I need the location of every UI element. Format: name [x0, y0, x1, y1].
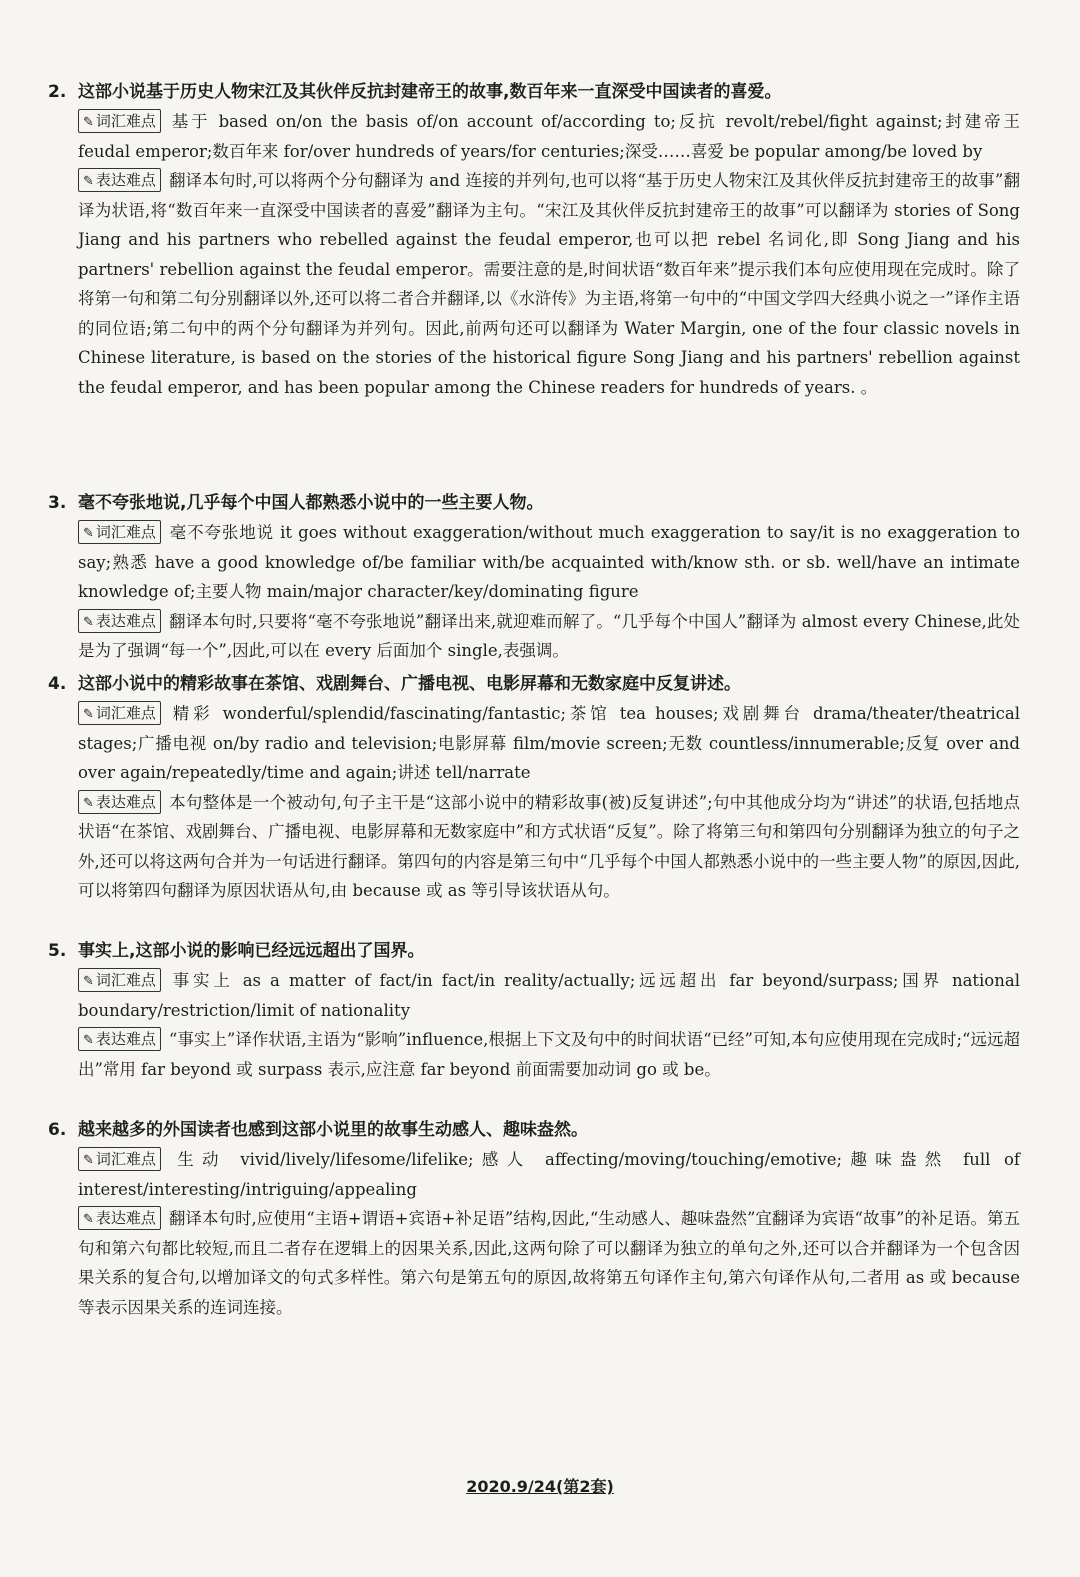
item-3	[48, 489, 1020, 666]
expression-tag-label: 表达难点	[95, 1209, 156, 1227]
footer-text: 2020.9/24(第2套)	[466, 1477, 614, 1496]
expression-tag	[78, 790, 161, 814]
vocab-tag-label: 词汇难点	[95, 523, 156, 541]
vocab-tag	[78, 1147, 161, 1171]
item-6	[48, 1116, 1020, 1322]
pencil-icon: ✎	[83, 1153, 94, 1168]
vocab-tag-label: 词汇难点	[95, 704, 156, 722]
page-footer	[0, 1474, 1080, 1497]
item-heading: 毫不夸张地说,几乎每个中国人都熟悉小说中的一些主要人物。	[78, 493, 544, 513]
vocab-paragraph	[78, 966, 1020, 1025]
expression-tag-label: 表达难点	[95, 792, 156, 811]
vocab-tag	[78, 109, 161, 133]
item-heading: 这部小说基于历史人物宋江及其伙伴反抗封建帝王的故事,数百年来一直深受中国读者的喜爱。	[78, 82, 782, 102]
item-5	[48, 937, 1020, 1084]
pencil-icon: ✎	[83, 1212, 94, 1227]
vocab-paragraph	[78, 107, 1020, 166]
vocab-paragraph	[78, 1145, 1020, 1204]
expression-paragraph	[78, 1025, 1020, 1084]
item-number: 6.	[48, 1120, 67, 1140]
expression-tag	[78, 1206, 161, 1230]
item-heading: 这部小说中的精彩故事在茶馆、戏剧舞台、广播电视、电影屏幕和无数家庭中反复讲述。	[78, 674, 741, 694]
expression-tag	[78, 168, 161, 192]
expression-paragraph	[78, 166, 1020, 402]
vocab-text: 精彩 wonderful/splendid/fascinating/fantastic;茶馆 tea houses;戏剧舞台 drama/theater/theatrical stages;广播电视 on/by radio and television;电影屏幕 film/movie screen;无数 countless/innumerable;反复 over and over again/repeatedly/time and again;讲述 tell/narrate	[78, 704, 1020, 782]
expression-text: 翻译本句时,应使用“主语+谓语+宾语+补足语”结构,因此,“生动感人、趣味盎然”宜翻译为宾语“故事”的补足语。第五句和第六句都比较短,而且二者存在逻辑上的因果关系,因此,这两句除了可以翻译为独立的单句之外,还可以合并翻译为一个包含因果关系的复合句,以增加译文的句式多样性。第六句是第五句的原因,故将第五句译作主句,第六句译作从句,二者用 as 或 because 等表示因果关系的连词连接。	[78, 1209, 1020, 1317]
pencil-icon: ✎	[83, 974, 94, 989]
item-number: 2.	[48, 82, 67, 102]
pencil-icon: ✎	[83, 614, 94, 630]
expression-paragraph	[78, 1204, 1020, 1322]
pencil-icon: ✎	[83, 795, 94, 811]
pencil-icon: ✎	[83, 115, 94, 130]
expression-tag-label: 表达难点	[95, 1030, 156, 1048]
vocab-text: 事实上 as a matter of fact/in fact/in reality/actually;远远超出 far beyond/surpass;国界 national boundary/restriction/limit of nationality	[78, 971, 1020, 1020]
vocab-text: 生动 vivid/lively/lifesome/lifelike;感人 affecting/moving/touching/emotive;趣味盎然 full of interest/interesting/intriguing/appealing	[78, 1150, 1020, 1199]
vocab-tag-label: 词汇难点	[95, 971, 156, 989]
expression-paragraph	[78, 788, 1020, 906]
expression-tag-label: 表达难点	[95, 171, 156, 189]
pencil-icon: ✎	[83, 1033, 94, 1048]
vocab-paragraph	[78, 518, 1020, 607]
vocab-tag-label: 词汇难点	[95, 112, 156, 130]
expression-text: 翻译本句时,只要将“毫不夸张地说”翻译出来,就迎难而解了。“几乎每个中国人”翻译为 almost every Chinese,此处是为了强调“每一个”,因此,可以在 every 后面加个 single,表强调。	[78, 611, 1020, 660]
vocab-tag	[78, 968, 161, 992]
vocab-tag	[78, 701, 161, 725]
item-number: 4.	[48, 674, 67, 694]
item-number: 5.	[48, 941, 67, 961]
expression-text: 本句整体是一个被动句,句子主干是“这部小说中的精彩故事(被)反复讲述”;句中其他成分均为“讲述”的状语,包括地点状语“在茶馆、戏剧舞台、广播电视、电影屏幕和无数家庭中”和方式状语“反复”。除了将第三句和第四句分别翻译为独立的句子之外,还可以将这两句合并为一句话进行翻译。第四句的内容是第三句中“几乎每个中国人都熟悉小说中的一些主要人物”的原因,因此,可以将第四句翻译为原因状语从句,由 because 或 as 等引导该状语从句。	[78, 792, 1020, 900]
expression-paragraph	[78, 607, 1020, 666]
vocab-paragraph	[78, 699, 1020, 788]
expression-tag-label: 表达难点	[95, 611, 156, 630]
expression-text: 翻译本句时,可以将两个分句翻译为 and 连接的并列句,也可以将“基于历史人物宋江及其伙伴反抗封建帝王的故事”翻译为状语,将“数百年来一直深受中国读者的喜爱”翻译为主句。“宋江及其伙伴反抗封建帝王的故事”可以翻译为 stories of Song Jiang and his partners who rebelled against the feudal emperor,也可以把 rebel 名词化,即 Song Jiang and his partners' rebellion against the feudal emperor。需要注意的是,时间状语“数百年来”提示我们本句应使用现在完成时。除了将第一句和第二句分别翻译以外,还可以将二者合并翻译,以《水浒传》为主语,将第一句中的“中国文学四大经典小说之一”译作主语的同位语;第二句中的两个分句翻译为并列句。因此,前两句还可以翻译为 Water Margin, one of the four classic novels in Chinese literature, is based on the stories of the historical figure Song Jiang and his partners' rebellion against the feudal emperor, and has been popular among the Chinese readers for hundreds of years. 。	[78, 171, 1020, 397]
expression-tag	[78, 609, 161, 633]
item-number: 3.	[48, 493, 67, 513]
expression-tag	[78, 1027, 161, 1051]
item-4	[48, 670, 1020, 906]
pencil-icon: ✎	[83, 174, 94, 189]
vocab-text: 毫不夸张地说 it goes without exaggeration/without much exaggeration to say/it is no exaggeration to say;熟悉 have a good knowledge of/be familiar with/be acquainted with/know sth. or sb. well/have an intimate knowledge of;主要人物 main/major character/key/dominating figure	[78, 523, 1020, 601]
expression-text: “事实上”译作状语,主语为“影响”influence,根据上下文及句中的时间状语“已经”可知,本句应使用现在完成时;“远远超出”常用 far beyond 或 surpass 表示,应注意 far beyond 前面需要加动词 go 或 be。	[78, 1030, 1020, 1079]
vocab-tag-label: 词汇难点	[95, 1150, 156, 1168]
vocab-text: 基于 based on/on the basis of/on account of/according to;反抗 revolt/rebel/fight against;封建帝王 feudal emperor;数百年来 for/over hundreds of years/for centuries;深受……喜爱 be popular among/be loved by	[78, 112, 1020, 161]
item-heading: 事实上,这部小说的影响已经远远超出了国界。	[78, 941, 425, 961]
pencil-icon: ✎	[83, 526, 94, 541]
vocab-tag	[78, 520, 161, 544]
pencil-icon: ✎	[83, 707, 94, 722]
item-heading: 越来越多的外国读者也感到这部小说里的故事生动感人、趣味盎然。	[78, 1120, 588, 1140]
item-2	[48, 78, 1020, 402]
